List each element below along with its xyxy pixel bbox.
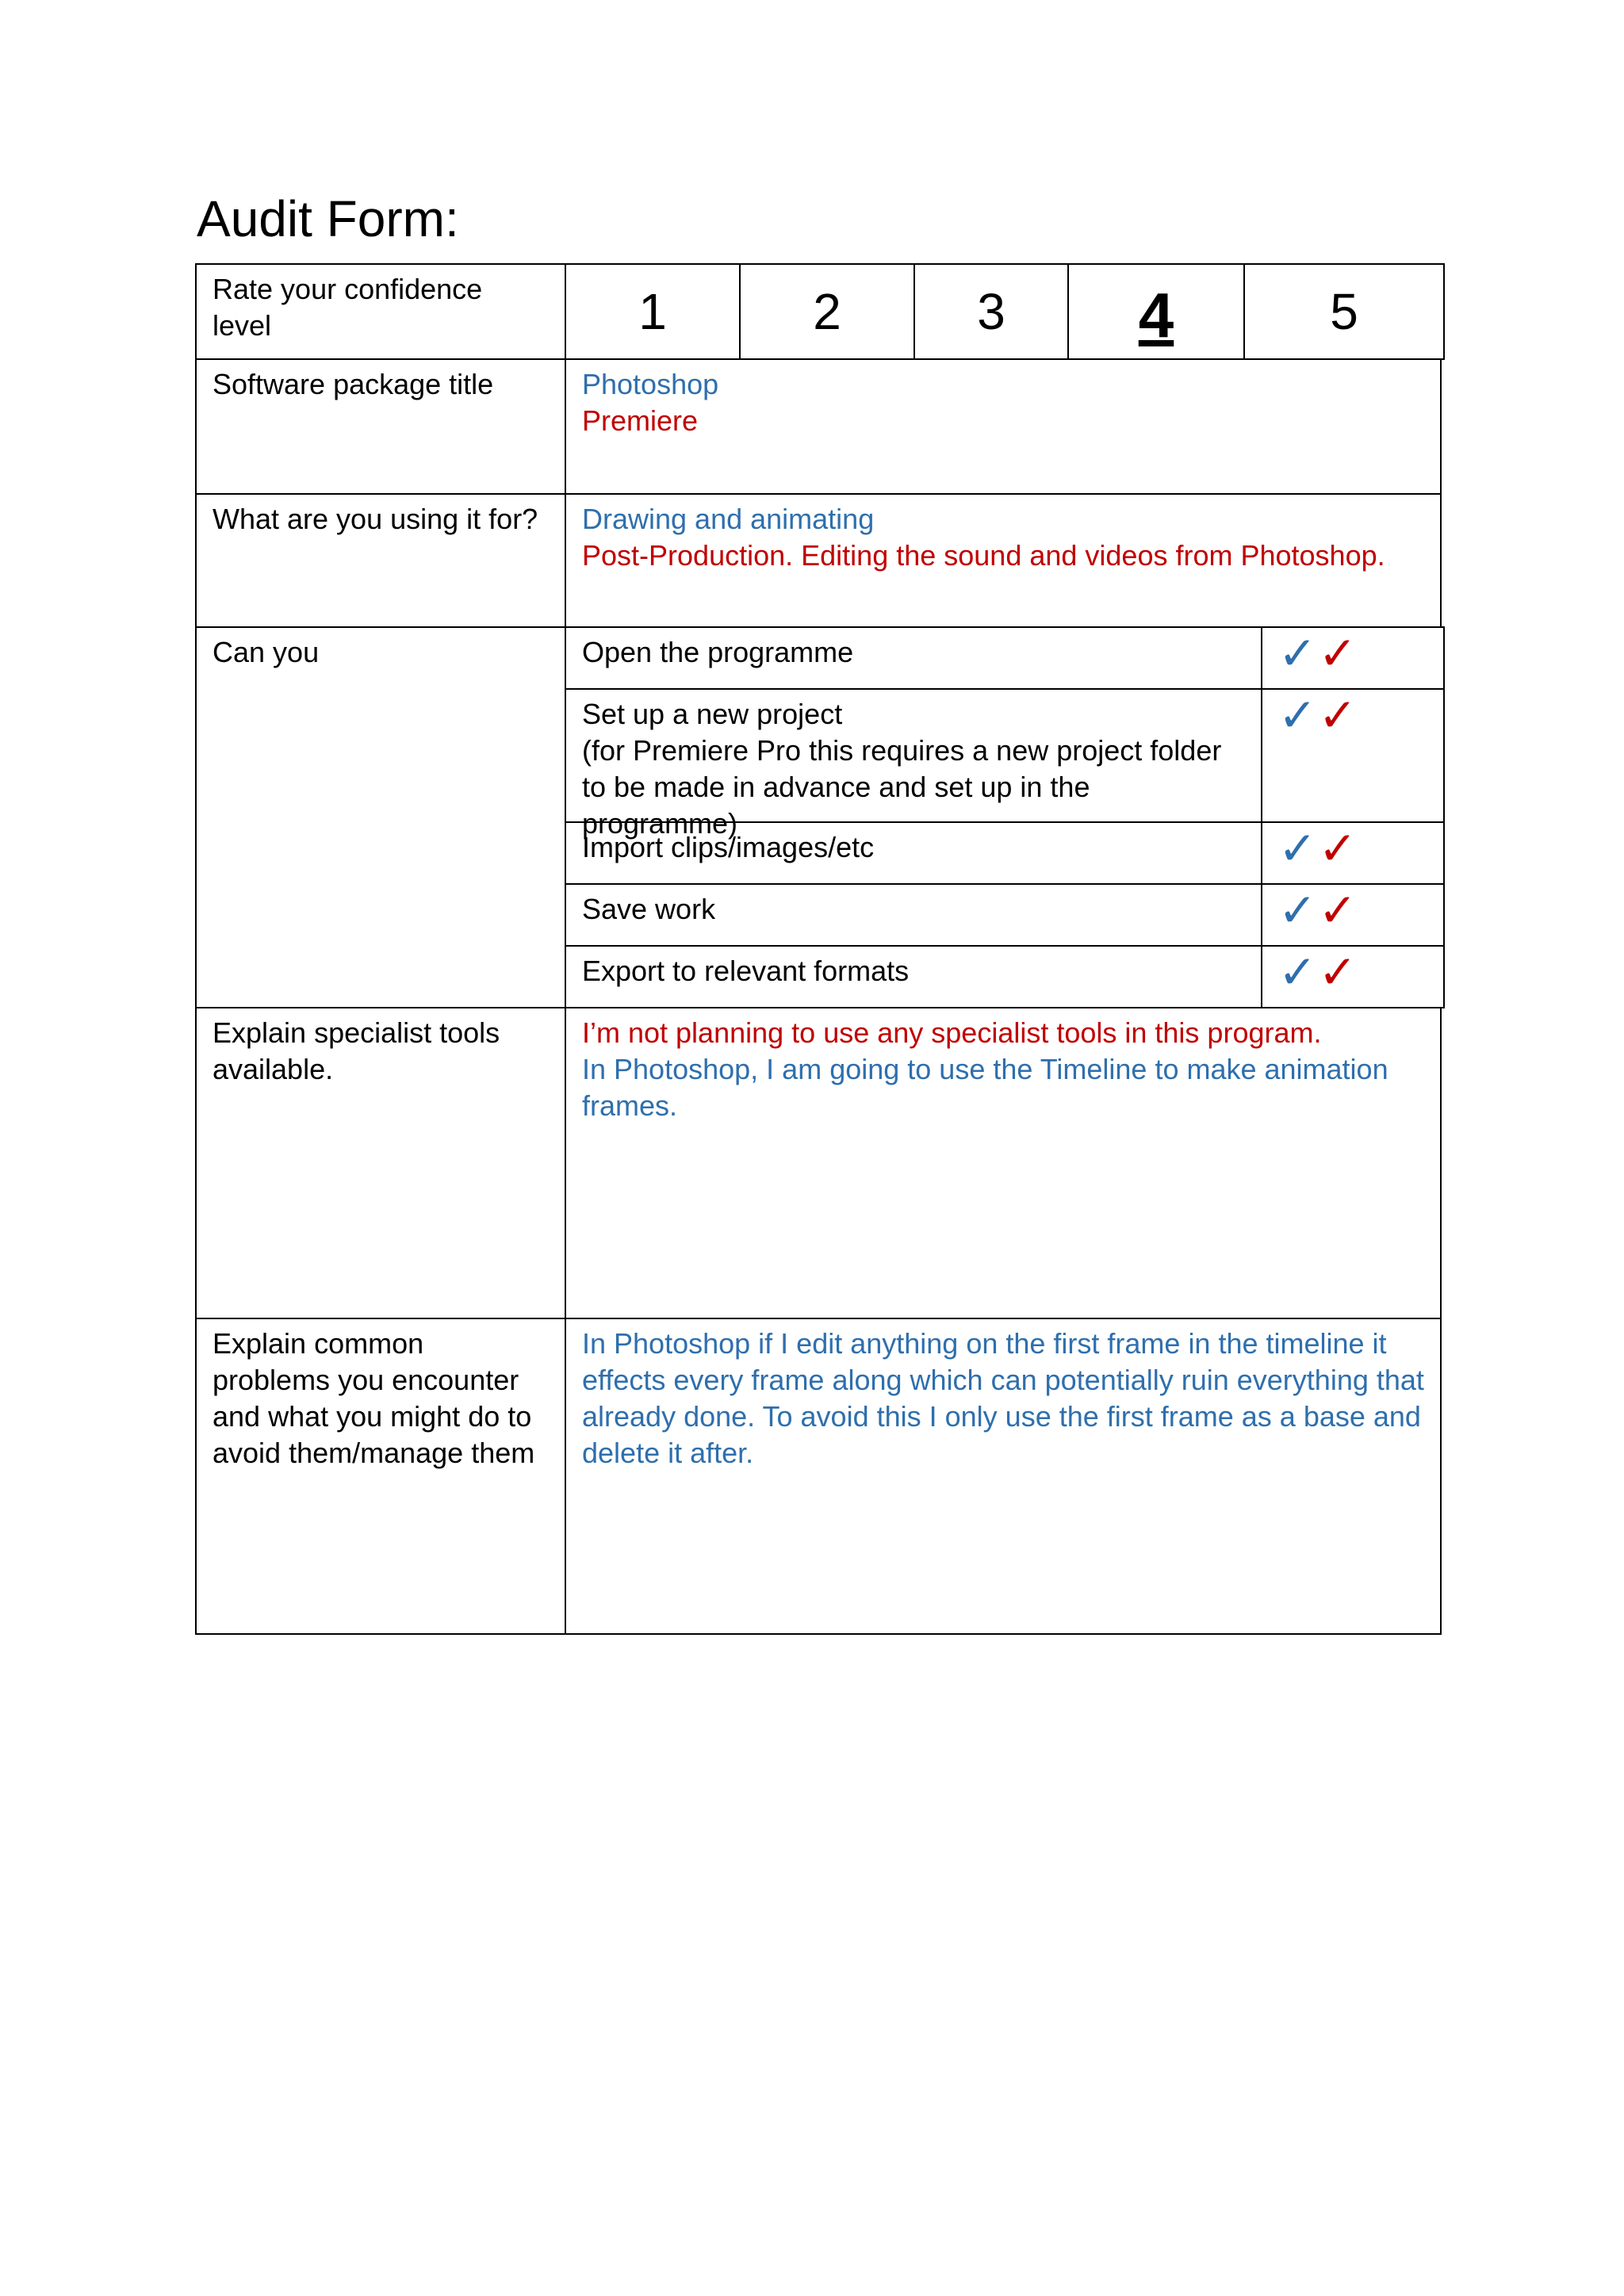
task-import-checks	[1261, 821, 1445, 885]
specialist-value	[565, 1007, 1442, 1319]
task-export: Export to relevant formats	[565, 945, 1262, 1008]
task-new-project-checks	[1261, 688, 1445, 823]
specialist-premiere: I’m not planning to use any specialist tools in this program.	[582, 1016, 1322, 1049]
purpose-photoshop: Drawing and animating	[582, 503, 875, 535]
rating-option-5[interactable]: 5	[1243, 263, 1445, 360]
problems-photoshop: In Photoshop if I edit anything on the first frame in the timeline it effects every frame along which can potentially ruin everything that already done. To avoid this I only use the first frame as a base and delete it after.	[582, 1327, 1424, 1469]
purpose-premiere: Post-Production. Editing the sound and videos from Photoshop.	[582, 539, 1385, 572]
task-save-checks	[1261, 883, 1445, 947]
task-new-project-note: (for Premiere Pro this requires a new project folder to be made in advance and set up in the programme)	[582, 734, 1222, 840]
purpose-value	[565, 493, 1442, 628]
can-you-label: Can you	[195, 626, 566, 1008]
check-icon-premiere: ✓	[1318, 945, 1358, 999]
specialist-label: Explain specialist tools available.	[195, 1007, 566, 1319]
specialist-photoshop: In Photoshop, I am going to use the Timeline to make animation frames.	[582, 1053, 1388, 1122]
task-export-checks	[1261, 945, 1445, 1008]
rating-option-2[interactable]: 2	[739, 263, 915, 360]
task-import: Import clips/images/etc	[565, 821, 1262, 885]
task-open-programme: Open the programme	[565, 626, 1262, 690]
task-new-project	[565, 688, 1262, 840]
rating-option-1[interactable]: 1	[565, 263, 741, 360]
check-icon-premiere: ✓	[1318, 626, 1358, 680]
check-icon-photoshop: ✓	[1278, 883, 1317, 937]
problems-label: Explain common problems you encounter and what you might do to avoid them/manage them	[195, 1318, 566, 1635]
check-icon-photoshop: ✓	[1278, 945, 1317, 999]
software-label: Software package title	[195, 358, 566, 495]
check-icon-photoshop: ✓	[1278, 626, 1317, 680]
check-icon-photoshop: ✓	[1278, 821, 1317, 875]
task-save: Save work	[565, 883, 1262, 947]
check-icon-premiere: ✓	[1318, 821, 1358, 875]
rating-option-4-selected[interactable]: 4	[1067, 263, 1245, 360]
page-title: Audit Form:	[197, 190, 459, 247]
check-icon-premiere: ✓	[1318, 688, 1358, 742]
purpose-label: What are you using it for?	[195, 493, 566, 628]
problems-value	[565, 1318, 1442, 1635]
rating-option-3[interactable]: 3	[914, 263, 1069, 360]
software-photoshop: Photoshop	[582, 368, 719, 400]
check-icon-premiere: ✓	[1318, 883, 1358, 937]
check-icon-photoshop: ✓	[1278, 688, 1317, 742]
task-open-programme-checks	[1261, 626, 1445, 690]
rating-label: Rate your confidence level	[195, 263, 566, 360]
software-premiere: Premiere	[582, 404, 699, 437]
task-new-project-text: Set up a new project	[582, 698, 843, 730]
software-value	[565, 358, 1442, 495]
